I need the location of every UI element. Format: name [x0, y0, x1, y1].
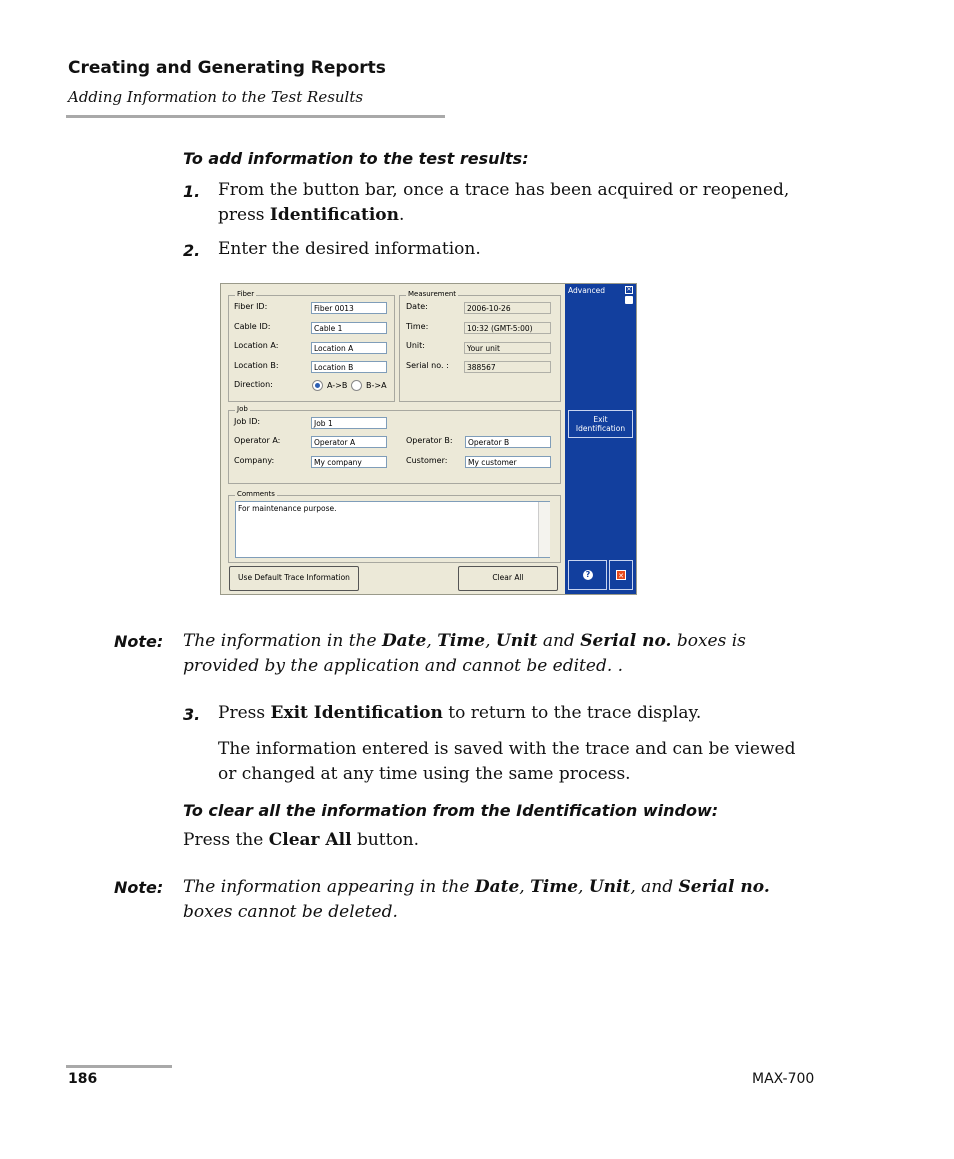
measurement-group-label: Measurement: [408, 290, 457, 298]
footer-rule: [66, 1065, 172, 1068]
location-a-label: Location A:: [234, 341, 279, 350]
location-a-field[interactable]: Location A: [311, 342, 387, 354]
procedure-title: To add information to the test results:: [183, 149, 529, 168]
running-header-title: Creating and Generating Reports: [68, 58, 386, 78]
job-id-field[interactable]: Job 1: [311, 417, 387, 429]
comments-textarea[interactable]: For maintenance purpose.: [235, 501, 550, 558]
serial-label: Serial no. :: [406, 361, 449, 370]
step-text: Enter the desired information.: [218, 239, 481, 259]
fiber-id-label: Fiber ID:: [234, 302, 268, 311]
step-text: From the button bar, once a trace has been acquired or reopened, press Identification.: [218, 180, 790, 225]
advanced-label: Advanced: [568, 286, 606, 295]
side-panel: [565, 284, 636, 594]
operator-a-field[interactable]: Operator A: [311, 436, 387, 448]
exit-identification-button[interactable]: [568, 410, 633, 438]
customer-field[interactable]: My customer: [465, 456, 551, 468]
time-field: 10:32 (GMT-5:00): [464, 322, 551, 334]
pin-icon[interactable]: [625, 296, 633, 304]
cable-id-label: Cable ID:: [234, 322, 271, 331]
close-icon[interactable]: ✕: [626, 286, 632, 293]
note-text: The information in the Date, Time, Unit and Serial no. boxes is provided by the application and cannot be edited. .: [183, 631, 746, 676]
company-label: Company:: [234, 456, 275, 465]
unit-field: Your unit: [464, 342, 551, 354]
step-paragraph: The information entered is saved with the trace and can be viewed or changed at any time using the same process.: [218, 739, 796, 784]
direction-ba-label: B->A: [366, 381, 387, 390]
help-button[interactable]: [568, 560, 607, 590]
procedure-title: To clear all the information from the Identification window:: [183, 801, 719, 820]
cable-id-field[interactable]: Cable 1: [311, 322, 387, 334]
operator-b-field[interactable]: Operator B: [465, 436, 551, 448]
direction-label: Direction:: [234, 380, 273, 389]
operator-a-label: Operator A:: [234, 436, 281, 445]
date-field: 2006-10-26: [464, 302, 551, 314]
note-label: Note:: [114, 878, 164, 897]
step-number: 1.: [183, 182, 201, 201]
fiber-group-label: Fiber: [237, 290, 255, 298]
note-label: Note:: [114, 632, 164, 651]
serial-field: 388567: [464, 361, 551, 373]
close-window-button[interactable]: [609, 560, 633, 590]
company-field[interactable]: My company: [311, 456, 387, 468]
identification-window-screenshot: [220, 283, 637, 595]
step-number: 3.: [183, 705, 201, 724]
header-rule: [66, 115, 445, 118]
page-number: 186: [68, 1071, 98, 1087]
running-header-subtitle: Adding Information to the Test Results: [68, 88, 364, 106]
procedure-text: Press the Clear All button.: [183, 830, 420, 850]
comments-group-label: Comments: [237, 490, 275, 498]
date-label: Date:: [406, 302, 428, 311]
location-b-label: Location B:: [234, 361, 279, 370]
use-default-trace-info-button[interactable]: Use Default Trace Information: [229, 566, 359, 591]
clear-all-button[interactable]: Clear All: [458, 566, 558, 591]
exit-identification-line1: Exit: [593, 415, 608, 424]
direction-ab-label: A->B: [327, 381, 348, 390]
unit-label: Unit:: [406, 341, 425, 350]
direction-ba-radio[interactable]: [351, 380, 362, 391]
job-group-label: Job: [237, 405, 248, 413]
job-id-label: Job ID:: [234, 417, 261, 426]
note-text: The information appearing in the Date, Time, Unit, and Serial no. boxes cannot be deleted.: [183, 877, 770, 922]
product-name: MAX-700: [752, 1071, 815, 1087]
fiber-id-field[interactable]: Fiber 0013: [311, 302, 387, 314]
operator-b-label: Operator B:: [406, 436, 453, 445]
customer-label: Customer:: [406, 456, 448, 465]
direction-ab-radio[interactable]: [312, 380, 323, 391]
close-x-icon: ✕: [616, 570, 626, 580]
step-text: Press Exit Identification to return to the trace display.: [218, 703, 702, 723]
comments-scrollbar[interactable]: [538, 502, 550, 557]
location-b-field[interactable]: Location B: [311, 361, 387, 373]
exit-identification-line2: Identification: [575, 424, 626, 433]
help-icon: ?: [583, 570, 593, 580]
time-label: Time:: [406, 322, 429, 331]
step-number: 2.: [183, 241, 201, 260]
